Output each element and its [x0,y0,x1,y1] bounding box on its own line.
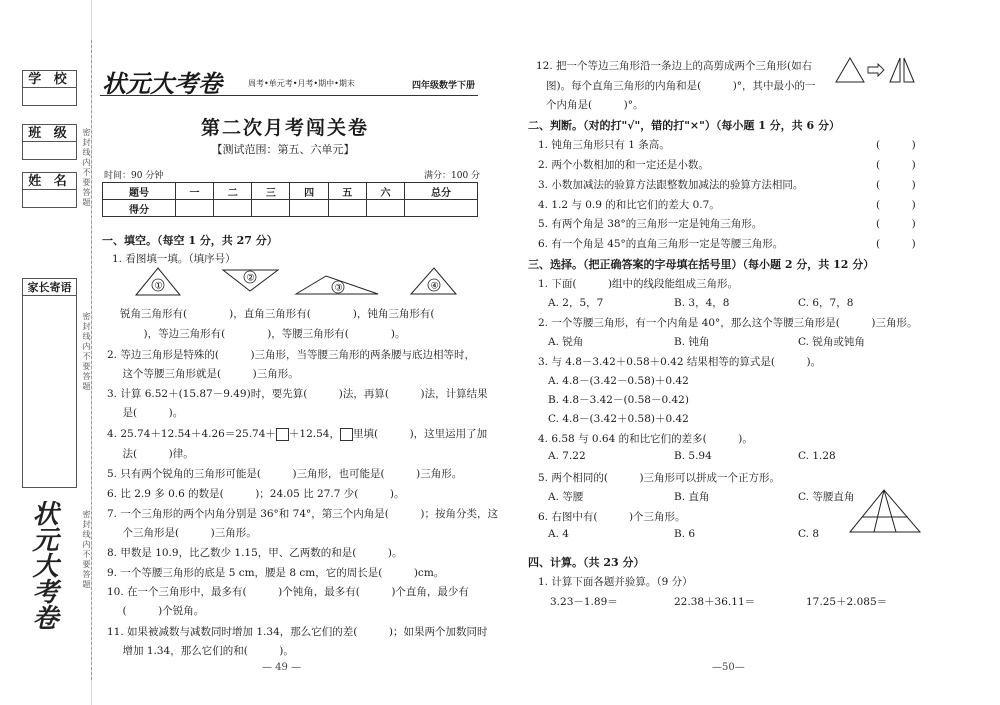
grade-label: 四年级数学下册 [412,81,476,91]
choice-question-5: 5. 两个相同的( )三角形可以拼成一个正方形。 [538,472,781,484]
score-table [102,182,478,217]
section-true-false: 二、判断。（对的打"√"，错的打"×"）（每小题 1 分，共 6 分） [528,119,840,132]
triangle-label: ③ [334,283,343,294]
sidebar-brand-logo: 状元大考卷 [28,500,58,630]
choice-option[interactable]: B. 直角 [674,491,710,503]
choice-option[interactable]: C. 1.28 [798,450,836,462]
question-8: 8. 甲数是 10.9，比乙数少 1.15，甲、乙两数的和是( )。 [107,547,403,559]
exam-range: 【测试范围：第五、六单元】 [211,143,355,156]
class-field[interactable]: 班 级 [22,124,77,160]
calc-question-1: 1. 计算下面各题并验算。（9 分） [538,576,693,588]
choice-question-6: 6. 右图中有( )个三角形。 [538,511,686,523]
question-7-a: 7. 一个三角形的两个内角分别是 36°和 74°，第三个内角是( )；按角分类，这 [107,508,498,520]
triangle-label: ④ [430,281,439,292]
score-cell: 四 [290,183,328,200]
exam-series: 周考•单元考•月考•期中•期末 [248,79,355,88]
judge-item: 2. 两个小数相加的和一定还是小数。 [538,159,709,171]
section-multiple-choice: 三、选择。（把正确答案的字母填在括号里）（每小题 2 分，共 12 分） [528,258,875,271]
parent-message-box[interactable]: 家长寄语 [22,278,77,488]
exam-title: 第二次月考闯关卷 [200,117,369,139]
triangle-label: ② [246,273,255,284]
calc-expression: 22.38＋36.11＝ [674,596,756,608]
school-field[interactable]: 学 校 [22,70,77,106]
choice-option[interactable]: C. 6，7，8 [798,297,854,309]
score-input[interactable] [405,200,478,217]
choice-option[interactable]: C. 8 [798,528,820,540]
question-11-b: 增加 1.34，那么它们的和( )。 [112,645,294,657]
question-6: 6. 比 2.9 多 0.6 的数是( )；24.05 比 27.7 少( )。 [107,488,405,500]
question-12-a: 12. 把一个等边三角形沿一条边上的高剪成两个三角形(如右 [536,60,813,72]
question-9: 9. 一个等腰三角形的底是 5 cm，腰是 8 cm，它的周长是( )cm。 [107,567,445,579]
choice-option[interactable]: C. 4.8－(3.42＋0.58)＋0.42 [548,413,689,425]
score-input[interactable] [290,200,328,217]
question-1: 1. 看图填一填。（填序号） [112,253,236,265]
score-cell: 五 [328,183,366,200]
binding-strip [0,0,92,705]
question-1-a: 锐角三角形有( )，直角三角形有( )，钝角三角形有( [120,308,435,320]
choice-option[interactable]: A. 等腰 [548,491,584,503]
choice-option[interactable]: A. 7.22 [548,450,586,462]
choice-question-4: 4. 6.58 与 0.64 的和比它们的差多( )。 [538,433,753,445]
seal-line [91,40,92,680]
page-number: —50— [712,662,745,673]
triangle-label: ① [154,281,163,292]
question-12-c: 个内角是( )°。 [546,99,644,111]
score-input[interactable] [175,200,213,217]
count-triangles-figure [846,486,926,536]
answer-paren[interactable]: ( ) [876,199,916,211]
arrow-right-icon [868,64,884,76]
brand-logo: 状元大考卷 [102,70,222,98]
answer-paren[interactable]: ( ) [876,179,916,191]
question-2-a: 2. 等边三角形是特殊的( )三角形，当等腰三角形的两条腰与底边相等时， [107,349,476,361]
choice-option[interactable]: A. 2，5，7 [548,297,604,309]
section-fill-blank: 一、填空。（每空 1 分，共 27 分） [102,234,278,247]
score-header-row [103,183,478,200]
choice-option[interactable]: B. 3，4，8 [674,297,730,309]
score-cell: 一 [175,183,213,200]
cut-triangle-figure [834,54,924,86]
judge-item: 3. 小数加减法的验算方法跟整数加减法的验算方法相同。 [538,179,804,191]
choice-option[interactable]: A. 4.8－(3.42－0.58)＋0.42 [548,375,689,387]
judge-item: 1. 钝角三角形只有 1 条高。 [538,139,670,151]
seal-notice: 密封线内不要答题 [82,312,91,391]
name-field[interactable]: 姓 名 [22,172,77,208]
calc-expression: 3.23－1.89＝ [550,596,618,608]
triangle-figures [128,266,468,298]
question-11-a: 11. 如果被减数与减数同时增加 1.34，那么它们的差( )；如果两个加数同时 [107,626,488,638]
choice-question-1: 1. 下面( )组中的线段能组成三角形。 [538,278,739,290]
judge-item: 6. 有一个角是 45°的直角三角形一定是等腰三角形。 [538,238,784,250]
page-number: — 49 — [262,662,302,673]
choice-option[interactable]: A. 锐角 [548,336,584,348]
calc-expression: 17.25＋2.085＝ [806,596,888,608]
blank-box[interactable] [276,428,289,441]
question-7-b: 个三角形是( )三角形。 [112,527,257,539]
score-cell: 六 [366,183,404,200]
choice-option[interactable]: C. 锐角或钝角 [798,336,865,348]
blank-box[interactable] [340,428,353,441]
choice-option[interactable]: A. 4 [548,528,569,540]
answer-paren[interactable]: ( ) [876,159,916,171]
answer-paren[interactable]: ( ) [876,238,916,250]
score-cell: 总分 [405,183,478,200]
score-cell: 得分 [103,200,176,217]
seal-notice: 密封线内不要答题 [82,510,91,589]
judge-item: 4. 1.2 与 0.9 的和比它们的差大 0.7。 [538,199,720,211]
question-3-b: 是( )。 [112,407,184,419]
exam-full-score: 满分：100 分 [424,171,481,181]
question-2-b: 这个等腰三角形就是( )三角形。 [112,368,299,380]
score-cell: 三 [252,183,290,200]
question-12-b: 图)。每个直角三角形的内角和是( )°，其中最小的一 [546,80,816,92]
question-10-a: 10. 在一个三角形中，最多有( )个钝角，最多有( )个直角，最少有 [107,586,469,598]
score-input[interactable] [214,200,252,217]
score-cell: 题号 [103,183,176,200]
choice-question-2: 2. 一个等腰三角形，有一个内角是 40°，那么这个等腰三角形是( )三角形。 [538,317,918,329]
score-input[interactable] [328,200,366,217]
judge-item: 5. 有两个角是 38°的三角形一定是钝角三角形。 [538,218,763,230]
choice-option[interactable]: B. 6 [674,528,696,540]
choice-option[interactable]: B. 5.94 [674,450,712,462]
header-rule [100,95,478,96]
choice-question-3: 3. 与 4.8－3.42＋0.58＋0.42 结果相等的算式是( )。 [538,356,822,368]
choice-option[interactable]: B. 4.8－3.42－(0.58－0.42) [548,394,689,406]
question-4-b: 法( )律。 [112,448,194,460]
answer-paren[interactable]: ( ) [876,218,916,230]
score-input[interactable] [366,200,404,217]
seal-notice: 密封线内不要答题 [82,128,91,207]
question-5: 5. 只有两个锐角的三角形可能是( )三角形，也可能是( )三角形。 [107,468,463,480]
score-cell: 二 [214,183,252,200]
choice-option[interactable]: C. 等腰直角 [798,491,855,503]
question-3-a: 3. 计算 6.52＋(15.87－9.49)时，要先算( )法，再算( )法，计算结果 [107,388,488,400]
answer-paren[interactable]: ( ) [876,139,916,151]
question-10-b: ( )个锐角。 [112,605,205,617]
exam-time: 时间：90 分钟 [104,171,164,181]
score-value-row [103,200,478,217]
section-calculation: 四、计算。（共 23 分） [528,556,645,569]
choice-option[interactable]: B. 钝角 [674,336,710,348]
score-input[interactable] [252,200,290,217]
question-1-b: )，等边三角形有( )，等腰三角形有( )。 [112,328,406,340]
question-4-a: 4. 25.74＋12.54＋4.26＝25.74＋ ＋12.54， 里填( )，这里运用了加 [107,428,488,440]
